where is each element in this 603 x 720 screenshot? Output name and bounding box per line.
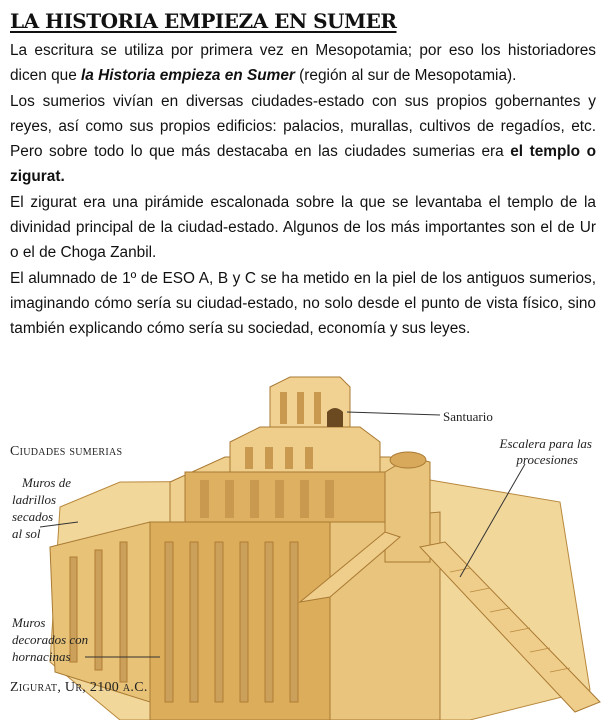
label-santuario: Santuario bbox=[443, 409, 493, 424]
paragraph-2 bbox=[10, 89, 596, 190]
emphasis-history-sumer: la Historia empieza en Sumer bbox=[81, 67, 295, 85]
emphasis-temple-zigurat: el templo o zigurat. bbox=[10, 143, 596, 186]
paragraph-3: El zigurat era una pirámide escalonada sobre la que se levantaba el templo de la divinidad principal de la ciudad-estado. Algunos de los más importantes son el de Ur o el de Choga Zanbil. bbox=[10, 193, 596, 262]
label-muros-ladrillos-4: al sol bbox=[12, 526, 41, 541]
figure-heading: Ciudades sumerias bbox=[10, 444, 123, 459]
gatehouse-dome bbox=[390, 452, 426, 468]
paragraph-4: El alumnado de 1º de ESO A, B y C se ha metido en la piel de los antiguos sumerios, imaginando cómo sería su ciudad-estado, no solo desde el punto de vista físico, sino también explicando cómo sería su sociedad, economía y sus leyes. bbox=[10, 269, 596, 338]
article-body bbox=[10, 38, 596, 342]
label-escalera-1: Escalera para las bbox=[499, 436, 592, 451]
page-title: LA HISTORIA EMPIEZA EN SUMER bbox=[10, 9, 397, 33]
label-escalera-2: procesiones bbox=[516, 452, 578, 467]
figure-caption: Zigurat, Ur, 2100 a.C. bbox=[10, 680, 148, 695]
label-muros-decorados-2: decorados con bbox=[12, 632, 89, 647]
paragraph-1-end: (región al sur de Mesopotamia). bbox=[294, 67, 517, 85]
paragraph-1-text: La escritura se utiliza por primera vez en Mesopotamia; por eso los historiadores dicen que bbox=[10, 42, 596, 85]
sanctuary-door bbox=[327, 408, 343, 427]
sanctuary-niches bbox=[280, 392, 321, 424]
ziggurat-illustration bbox=[0, 372, 603, 720]
paragraph-2-text: Los sumerios vivían en diversas ciudades-estado con sus propios gobernantes y reyes, así como sus propios edificios: palacios, murallas, cultivos de regadíos, etc. Pero sobre todo lo que más destacaba en las ciudades sumerias era bbox=[10, 92, 596, 161]
label-muros-decorados-3: hornacinas bbox=[12, 649, 71, 664]
label-muros-ladrillos-2: ladrillos bbox=[12, 492, 57, 507]
label-muros-ladrillos-3: secados bbox=[12, 509, 54, 524]
label-muros-ladrillos-1: Muros de bbox=[22, 475, 71, 490]
ziggurat-second-tier-front bbox=[185, 472, 395, 522]
paragraph-1 bbox=[10, 38, 596, 89]
ziggurat-drawing bbox=[0, 372, 603, 720]
label-muros-decorados-1: Muros bbox=[12, 615, 46, 630]
